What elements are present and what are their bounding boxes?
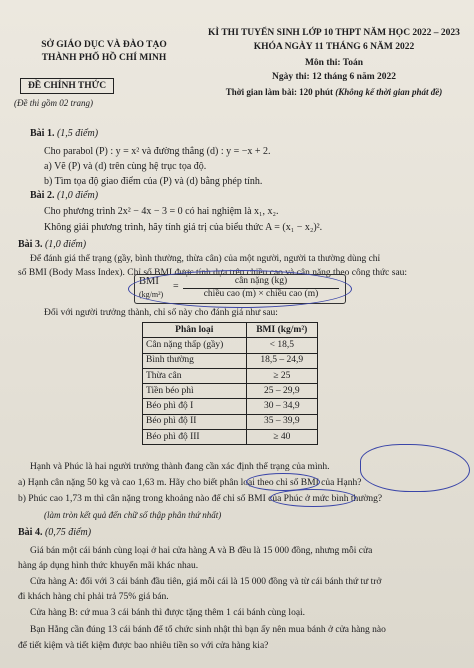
q4-line-1: Giá bán một cái bánh cùng loại ở hai cửa hàng A và B đều là 15 000 đồng, nhưng mỗi cửa bbox=[30, 546, 373, 556]
q3-after-table: Hạnh và Phúc là hai người trưởng thành đang cần xác định thể trạng của mình. bbox=[30, 462, 330, 472]
q3-part-b: b) Phúc cao 1,73 m thì cân nặng trong khoảng nào để chỉ số BMI của Phúc ở mức bình thường? bbox=[18, 494, 383, 504]
formula-lhs: BMI bbox=[139, 276, 159, 287]
q3-part-b-note: (làm tròn kết quả đến chữ số thập phân thứ nhất) bbox=[44, 510, 222, 520]
row-category: Tiền béo phì bbox=[143, 384, 247, 399]
row-category: Bình thường bbox=[143, 353, 247, 368]
row-category: Thừa cân bbox=[143, 368, 247, 383]
q1-title: Bài 1. bbox=[30, 128, 55, 139]
row-category: Cân nặng thấp (gầy) bbox=[143, 338, 247, 353]
duration-note: (Không kể thời gian phát đề) bbox=[335, 87, 443, 97]
q4-points: (0,75 điểm) bbox=[44, 527, 92, 538]
q4-heading bbox=[18, 527, 91, 538]
row-bmi-range: 18,5 – 24,9 bbox=[246, 353, 317, 368]
duration-text: Thời gian làm bài: 120 phút bbox=[225, 87, 333, 97]
bmi-table bbox=[142, 322, 318, 445]
formula-equals: = bbox=[173, 281, 179, 292]
q3-line-2: số BMI (Body Mass Index). Chỉ số BMI được tính dựa trên chiều cao và cân nặng theo công thức sau: bbox=[18, 268, 408, 278]
q1-heading bbox=[30, 128, 98, 139]
row-category: Béo phì độ I bbox=[143, 399, 247, 414]
formula-numerator: cân nặng (kg) bbox=[234, 276, 288, 286]
row-bmi-range: < 18,5 bbox=[246, 338, 317, 353]
row-category: Béo phì độ III bbox=[143, 430, 247, 445]
q4-line-5: Cửa hàng B: cứ mua 3 cái bánh thì được tặng thêm 1 cái bánh cùng loại. bbox=[30, 608, 306, 618]
dept-line-2: THÀNH PHỐ HỒ CHÍ MINH bbox=[41, 53, 167, 63]
row-bmi-range: ≥ 40 bbox=[246, 430, 317, 445]
exam-title: KÌ THI TUYỂN SINH LỚP 10 THPT NĂM HỌC 2022 – 2023 bbox=[208, 28, 460, 38]
q2-heading bbox=[30, 190, 98, 201]
q3-part-a: a) Hạnh cân nặng 50 kg và cao 1,63 m. Hãy cho biết phân loại theo chỉ số BMI của Hạnh? bbox=[18, 478, 362, 488]
q4-line-2: hàng áp dụng hình thức khuyến mãi khác nhau. bbox=[18, 561, 199, 571]
q2-points: (1,0 điểm) bbox=[56, 190, 99, 201]
q1-part-a: a) Vẽ (P) và (d) trên cùng hệ trục tọa độ. bbox=[44, 161, 207, 172]
row-bmi-range: 25 – 29,9 bbox=[246, 384, 317, 399]
table-row bbox=[143, 338, 318, 353]
pen-scribble bbox=[360, 444, 470, 492]
row-bmi-range: 35 – 39,9 bbox=[246, 414, 317, 429]
formula-denominator: chiều cao (m) × chiều cao (m) bbox=[203, 289, 319, 299]
q2-line-2: Không giải phương trình, hãy tính giá trị của biểu thức A = (x₁ − x₂)². bbox=[44, 222, 323, 233]
row-category: Béo phì độ II bbox=[143, 414, 247, 429]
table-row bbox=[143, 368, 318, 383]
q3-heading bbox=[18, 239, 86, 250]
table-intro: Đối với người trưởng thành, chỉ số này cho đánh giá như sau: bbox=[44, 308, 278, 318]
q4-line-4: đi khách hàng chỉ phải trả 75% giá bán. bbox=[18, 592, 169, 602]
q3-title: Bài 3. bbox=[18, 239, 43, 250]
row-bmi-range: ≥ 25 bbox=[246, 368, 317, 383]
table-row bbox=[143, 384, 318, 399]
pen-circle-bmi-phuc bbox=[270, 489, 356, 507]
q4-title: Bài 4. bbox=[18, 527, 43, 538]
formula-unit: (kg/m²) bbox=[139, 290, 164, 299]
exam-duration bbox=[196, 87, 472, 97]
pages-note: (Đề thi gồm 02 trang) bbox=[14, 98, 93, 108]
q1-part-b: b) Tìm tọa độ giao điểm của (P) và (d) bằng phép tính. bbox=[44, 176, 263, 187]
table-row bbox=[143, 430, 318, 445]
official-exam-box: ĐỀ CHÍNH THỨC bbox=[20, 78, 114, 94]
table-row bbox=[143, 399, 318, 414]
q1-points: (1,5 điểm) bbox=[56, 128, 99, 139]
table-row bbox=[143, 353, 318, 368]
table-row bbox=[143, 414, 318, 429]
exam-date: Ngày thi: 12 tháng 6 năm 2022 bbox=[271, 72, 397, 82]
dept-line-1: SỞ GIÁO DỤC VÀ ĐÀO TẠO bbox=[41, 40, 167, 50]
q2-title: Bài 2. bbox=[30, 190, 55, 201]
q1-intro: Cho parabol (P) : y = x² và đường thẳng (d) : y = −x + 2. bbox=[44, 146, 271, 157]
q3-line-1: Để đánh giá thể trạng (gầy, bình thường, thừa cân) của một người, người ta thường dùng chỉ bbox=[30, 254, 381, 264]
q4-line-3: Cửa hàng A: đối với 3 cái bánh đầu tiên, giá mỗi cái là 15 000 đồng và từ cái bánh thứ tư trở bbox=[30, 577, 382, 587]
pen-circle-formula bbox=[128, 270, 352, 308]
q4-line-7: để tiết kiệm và tiết kiệm được bao nhiêu tiền so với cửa hàng kia? bbox=[18, 641, 269, 651]
header-category: Phân loại bbox=[143, 323, 247, 338]
row-bmi-range: 30 – 34,9 bbox=[246, 399, 317, 414]
q2-line-1: Cho phương trình 2x² − 4x − 3 = 0 có hai nghiệm là x₁, x₂. bbox=[44, 206, 279, 217]
q4-line-6: Bạn Hằng cần đúng 13 cái bánh để tổ chức sinh nhật thì bạn ấy nên mua bánh ở cửa hàng nào bbox=[30, 625, 386, 635]
exam-subject: Môn thi: Toán bbox=[304, 58, 364, 68]
q3-points: (1,0 điểm) bbox=[44, 239, 87, 250]
table-header-row bbox=[143, 323, 318, 338]
header-bmi: BMI (kg/m²) bbox=[246, 323, 317, 338]
exam-session: KHÓA NGÀY 11 THÁNG 6 NĂM 2022 bbox=[253, 42, 415, 52]
